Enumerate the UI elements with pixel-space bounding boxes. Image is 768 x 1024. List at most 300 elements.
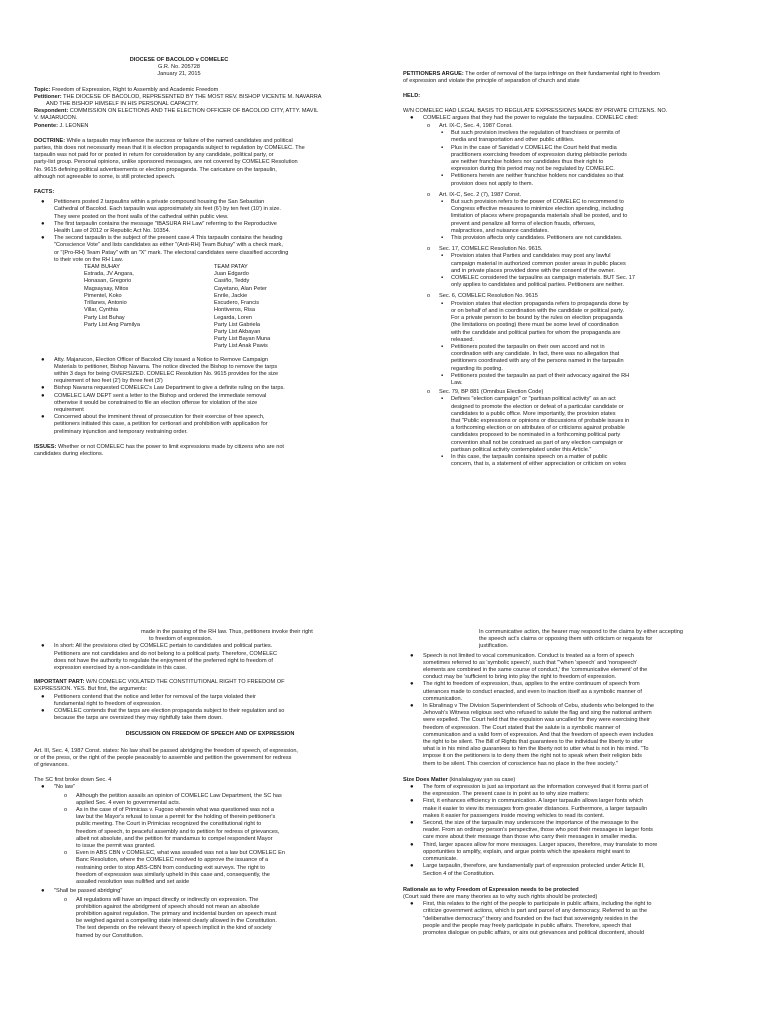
held-text: W/N COMELEC HAD LEGAL BASIS TO REGULATE EXPRESSIONS MADE BY PRIVATE CITIZENS. NO.	[403, 107, 668, 114]
facts-heading: FACTS:	[34, 189, 55, 196]
size-list	[403, 784, 747, 878]
text-line: are neither franchise holders nor candidates thus their right to	[451, 159, 604, 166]
text-line: Estrada, JV Angara,	[84, 271, 134, 278]
text-line: does not have the authority to regulate the enjoyment of the preferred right to freedom of	[54, 657, 273, 664]
list-item	[60, 850, 386, 886]
bullet-icon: o	[427, 123, 431, 130]
text-line: public meeting. The Court in Primicias recognized the constitutional right to	[76, 821, 262, 828]
text-line: to their vote on the RH Law.	[54, 256, 124, 263]
list-item	[403, 653, 747, 682]
bullet-icon: o	[427, 389, 431, 396]
text-line: and in private places provided done with the consent of the owner.	[451, 267, 615, 274]
list-item	[60, 793, 386, 807]
text-line: Cayetano, Alan Peter	[214, 285, 267, 292]
text-line: Petitioners are not candidates and do not belong to a political party. Therefore, COMELEC	[54, 650, 278, 657]
text-line: promotes dialogue on public affairs, or airs out grievances and political discontent, should	[423, 929, 644, 936]
list-item	[439, 301, 747, 344]
list-item	[34, 393, 384, 415]
text-line: although not agreeable to some, is still protected speech.	[34, 173, 176, 180]
case-header	[34, 57, 384, 79]
text-line: criticize government actions, which is part and parcel of any democracy. Referred to as the	[423, 908, 648, 915]
text-line: Petitioners posted 2 tarpaulins within a private compound housing the San Sebastian	[54, 199, 265, 206]
text-line: The second tarpaulin is the subject of the present case.4 This tarpaulin contains the heading	[54, 235, 283, 242]
bullet-icon: ●	[41, 385, 45, 392]
list-item	[439, 253, 747, 275]
list-item	[34, 708, 386, 722]
text-line: The test depends on the relevant theory of speech implicit in the kind of society	[76, 925, 272, 932]
communicative-paragraph	[403, 629, 747, 651]
petitioner-line	[34, 94, 384, 101]
text-line: convention shall not be construed as part of any election campaign or	[451, 439, 623, 446]
text-line: For a private person to be bound by the rules on election propaganda	[451, 315, 623, 322]
size-heading	[403, 777, 747, 784]
bullet-icon: ▪	[441, 372, 444, 379]
text-line: or on behalf of and in coordination with the candidate or political party.	[451, 307, 625, 314]
list-item	[439, 275, 747, 289]
list-item	[403, 681, 747, 703]
text-line: Concerned about the imminent threat of prosecution for their exercise of free speech,	[54, 414, 265, 421]
text-line: PETITIONERS ARGUE:	[403, 71, 464, 77]
text-line: Size Does Matter	[403, 776, 448, 783]
text-line: Even in ABS CBN v COMELEC, what was assailed was not a law but COMELEC En	[76, 850, 285, 857]
text-line: made in the passing of the RH law. Thus, petitioners invoke their right	[141, 629, 313, 635]
text-line: In this case, the tarpaulin contains speech on a matter of public	[451, 453, 608, 460]
text-line: practitioners exercising freedom of expression during plebiscite periods	[451, 151, 627, 158]
text-line: Second, the size of the tarpaulin may underscore the importance of the message to the	[423, 820, 639, 827]
text-line: party-list group. Personal opinions, unlike sponsored messages, are not covered by COMELEC Resolution	[34, 159, 298, 166]
list-item	[423, 192, 747, 242]
respondent-line-2: V. MAJARUCON.	[34, 115, 78, 122]
bullet-icon: o	[427, 293, 431, 300]
bullet-icon: ●	[41, 220, 45, 227]
list-item	[403, 798, 747, 820]
bullet-icon: ●	[41, 235, 45, 242]
text-line: THE DIOCESE OF BACOLOD, REPRESENTED BY THE MOST REV. BISHOP VICENTE M. NAVARRA	[63, 93, 322, 100]
text-line: But such provision involves the regulation of franchises or permits of	[451, 130, 620, 137]
bullet-icon: ●	[41, 414, 45, 421]
text-line: Petitioners herein are neither franchise holders nor candidates so that	[451, 173, 624, 180]
text-line: regarding its posting.	[451, 365, 503, 372]
sub-list	[54, 793, 386, 887]
text-line: partisan political activity contemplated under this Article."	[451, 446, 592, 453]
text-line: to issue the permit was granted.	[76, 843, 156, 850]
text-line: Juan Edgardo	[214, 271, 249, 278]
text-line: Topic:	[34, 86, 51, 93]
text-line: Art. IX-C, Sec. 4, 1987 Const.	[439, 123, 513, 130]
text-line: Provision states that Parties and candidates may post any lawful	[451, 253, 611, 260]
list-item	[439, 145, 747, 174]
text-line: requirement of two feet (2') by three feet (3')	[54, 378, 163, 385]
rationale-subheading: (Court said there are many theories as to why such rights should be protected)	[403, 893, 598, 900]
text-line: campaign material in authorized common poster areas in public places	[451, 260, 626, 267]
doctrine-paragraph	[34, 138, 384, 181]
list-item	[403, 901, 747, 937]
right-column-bottom	[403, 629, 747, 937]
text-line: Petitioners posted the tarpaulin on their own accord and not in	[451, 343, 605, 350]
list-item	[423, 293, 747, 387]
text-line: of expression and violate the principle of separation of church and state	[403, 78, 580, 85]
text-line: designed to promote the election or defeat of a particular candidate or	[451, 403, 624, 410]
text-line: freedom of expression. The Court stated that the salute is a symbolic manner of	[423, 724, 621, 731]
bullet-icon: ●	[410, 703, 414, 710]
text-line: with the candidate and political parties for whom the propaganda are	[451, 329, 621, 336]
text-line: In Ebralinag v The Division Superintendent of Schools of Cebu, students who belonged to the	[423, 703, 654, 710]
bullet-icon: ●	[410, 901, 414, 908]
text-line: Jehovah's Witness religious sect who refused to salute the flag and sing the national anthem	[423, 710, 652, 717]
text-line: communication and a valid form of expression. And that the freedom of speech even includes	[423, 731, 654, 738]
team-buhay-column	[84, 264, 214, 350]
text-line: malpractices, and nuisance candidates.	[451, 227, 549, 234]
text-line: because the tarps are oversized they may rightfully take them down.	[54, 715, 223, 722]
text-line: IMPORTANT PART:	[34, 679, 85, 686]
text-line: preliminary injunction and temporary restraining order.	[54, 428, 188, 435]
text-line: Petitioners posted the tarpaulin as part of their advocacy against the RH	[451, 372, 630, 379]
text-line: Congress effective measures to minimize election spending, including	[451, 206, 624, 213]
left-column-bottom	[34, 629, 386, 940]
list-item	[403, 820, 747, 842]
text-line: reader. From an ordinary person's perspective, those who post their messages in larger fonts	[423, 827, 653, 834]
text-line: Bishop Navarra requested COMELEC's Law Department to give a definite ruling on the tarps.	[54, 385, 285, 392]
text-line: freedom of speech, to peaceful assembly and to petition for redress of grievances,	[76, 828, 280, 835]
text-line: But such provision refers to the power of COMELEC to recommend to	[451, 199, 624, 206]
continued-text	[34, 629, 386, 643]
text-line: Magsaysay, Mitos	[84, 285, 129, 292]
text-line: While a tarpaulin may influence the success or failure of the named candidates and political	[66, 137, 293, 144]
held-heading: HELD:	[403, 93, 421, 100]
text-line: (the limitations on posting) there must be some level of coordination	[451, 322, 619, 329]
art3-paragraph	[34, 748, 386, 770]
text-line: petitioners coordinated with any of the persons named in the tarpaulin	[451, 358, 624, 365]
text-line: Sec. 6, COMELEC Resolution No. 9615	[439, 293, 538, 300]
text-line: parties, this does not necessarily mean that it is election propaganda subject to regulation by COMELEC. The	[34, 145, 305, 152]
text-line: J. LEONEN	[59, 122, 89, 129]
text-line: Hontiveros, Risa	[214, 307, 256, 314]
text-line: people and the people may freely participate in public affairs. Therefore, speech that	[423, 922, 632, 929]
text-line: conduct may be 'sufficient to bring into play the right to freedom of expression.	[423, 674, 617, 681]
text-line: Honasan, Gregorio	[84, 278, 132, 285]
sub-list	[439, 130, 747, 188]
speech-list	[403, 653, 747, 768]
text-line: communicate.	[423, 856, 458, 863]
list-item	[403, 703, 747, 768]
text-line: makes it easier for passengers inside moving vehicles to read its content.	[423, 812, 605, 819]
text-line: petitioners initiated this case, a petition for certiorari and prohibition with application for	[54, 421, 268, 428]
text-line: only applies to candidates and political parties. Petitioners are neither.	[451, 282, 624, 289]
text-line: First, it enhances efficiency in communication. A larger tarpaulin allows larger fonts which	[423, 798, 644, 805]
text-line: Freedom of Expression, Right to Assembly and Academic Freedom	[51, 86, 219, 93]
bullet-icon: ●	[41, 693, 45, 700]
text-line: They were posted on the front walls of the cathedral within public view.	[54, 213, 229, 220]
text-line: concern, that is, a statement of either appreciation or criticism on votes	[451, 461, 627, 468]
text-line: Provision states that election propaganda refers to propaganda done by	[451, 300, 629, 307]
text-line: Party List Bayan Muna	[214, 336, 271, 343]
text-line: COMELEC LAW DEPT sent a letter to the Bishop and ordered the immediate removal	[54, 392, 267, 399]
facts-list	[34, 199, 384, 436]
text-line: The order of removal of the tarps infringe on their fundamental right to freedom	[465, 71, 660, 77]
bullet-icon: ●	[410, 820, 414, 827]
text-line: The first tarpaulin contains the message "IBASURA RH Law" referring to the Reproductive	[54, 220, 277, 227]
text-line: justification.	[479, 643, 509, 650]
text-line: tarpaulin was not paid for or posted in return for consideration by any candidate, political party, or	[34, 152, 274, 159]
petitioners-argue	[403, 71, 747, 85]
list-item	[34, 643, 386, 672]
bullet-icon: ●	[410, 798, 414, 805]
text-line: Section 4 of the Constitution.	[423, 870, 495, 877]
text-line: the expression. The present case is in point as to why size matters:	[423, 791, 590, 798]
team-table	[54, 264, 384, 350]
text-line: law but the Mayor's refusal to issue a permit for the holding of therein petitioner's	[76, 814, 276, 821]
sub-list	[439, 253, 747, 289]
text-line: Health Law of 2012 or Republic Act No. 10354.	[54, 228, 171, 235]
bullet-icon: ▪	[441, 235, 444, 242]
list-item	[34, 357, 384, 386]
list-item	[439, 454, 747, 468]
bullet-icon: ▪	[441, 275, 444, 282]
text-line: Whether or not COMELEC has the power to limit expressions made by citizens who are not	[57, 443, 284, 450]
text-line: provision does not apply to them.	[451, 180, 534, 187]
text-line: Pimentel, Koko	[84, 292, 122, 299]
text-line: requirement	[54, 406, 84, 413]
text-line: ISSUES:	[34, 443, 57, 450]
cited-provisions	[423, 123, 747, 468]
ponente-line	[34, 123, 384, 130]
left-column-top	[34, 57, 384, 458]
text-line: COMMISSION ON ELECTIONS AND THE ELECTION OFFICER OF BACOLOD CITY, ATTY. MAVIL	[69, 108, 319, 115]
important-part	[34, 679, 386, 693]
arguments-list	[34, 694, 386, 723]
text-line: "Conscience Vote" and lists candidates as either "(Anti-RH) Team Buhay" with a check mark,	[54, 242, 283, 249]
text-line: framed by our Constitution.	[76, 932, 144, 939]
text-line: The right to freedom of expression, thus, applies to the entire continuum of speech from	[423, 681, 640, 688]
text-line: prevent and penalize all forms of election frauds, offenses,	[451, 220, 596, 227]
text-line: Speech is not limited to vocal communication. Conduct is treated as a form of speech	[423, 652, 634, 659]
text-line: TEAM PATAY	[214, 264, 248, 271]
list-item	[34, 784, 386, 886]
sub-list	[439, 199, 747, 242]
text-line: All regulations will have an impact directly or indirectly on expression. The	[76, 896, 259, 903]
list-item	[34, 235, 384, 356]
text-line: Legarda, Loren	[214, 314, 252, 321]
list-item	[34, 888, 386, 939]
text-line: Party List Anak Pawis	[214, 343, 268, 350]
bullet-icon: ▪	[441, 396, 444, 403]
list-item	[439, 130, 747, 144]
text-line: Villar, Cynthia	[84, 307, 119, 314]
text-line: Party List Gabriela	[214, 321, 261, 328]
text-line: fundamental right to freedom of expression.	[54, 700, 162, 707]
text-line: Ponente:	[34, 122, 58, 129]
list-item	[403, 115, 747, 469]
text-line: Although the petition assails an opinion of COMELEC Law Department, the SC has	[76, 792, 282, 799]
text-line: applied Sec. 4 even to governmental acts.	[76, 799, 181, 806]
bullet-icon: ●	[41, 888, 45, 895]
text-line: within 3 days for being OVERSIZED. COMELEC Resolution No. 9615 provides for the size	[54, 370, 279, 377]
bullet-icon: ●	[41, 643, 45, 650]
sub-list	[54, 897, 386, 940]
list-item	[403, 784, 747, 798]
text-line: Party List Akbayan	[214, 328, 261, 335]
bullet-icon: ▪	[441, 173, 444, 180]
text-line: candidates to a public office. More importantly, the provision states	[451, 410, 616, 417]
bullet-icon: ●	[410, 784, 414, 791]
text-line: TEAM BUHAY	[84, 264, 120, 271]
text-line: Third, larger spaces allow for more messages. Larger spaces, therefore, may translate to more	[423, 841, 658, 848]
list-item	[403, 842, 747, 864]
text-line: Art. IX-C, Sec. 2 (7), 1987 Const.	[439, 191, 522, 198]
list-item	[423, 389, 747, 468]
text-line: W/N COMELEC VIOLATED THE CONSTITUTIONAL RIGHT TO FREEDOM OF	[86, 679, 285, 686]
text-line: Enrile, Jackie	[214, 292, 248, 299]
text-line: "No law"	[54, 784, 76, 791]
text-line: YES. But first, the arguments:	[73, 686, 148, 693]
text-line: or "(Pro-RH) Team Patay" with an "X" mark. The electoral candidates were classified according	[54, 249, 289, 256]
text-line: COMELEC considered the tarpaulins as campaign materials. BUT Sec. 17	[451, 275, 635, 282]
list-item	[439, 344, 747, 373]
sc-breakdown: The SC first broke down Sec. 4	[34, 777, 112, 784]
bullet-icon: o	[427, 246, 431, 253]
bullet-icon: o	[64, 850, 68, 857]
text-line: assailed resolution was nullified and set aside	[76, 879, 190, 886]
text-line: COMELEC contends that the tarps are election propaganda subject to their regulation and so	[54, 708, 285, 715]
bullet-icon: ▪	[441, 130, 444, 137]
text-line: DOCTRINE:	[34, 137, 66, 144]
text-line: (kinalalagyay yan sa case)	[449, 776, 516, 783]
text-line: prohibition against regulation. The primary and incidental burden on speech must	[76, 910, 277, 917]
text-line: sometimes referred to as 'symbolic speech', such that "'when 'speech' and 'nonspeech'	[423, 659, 638, 666]
text-line: communication.	[423, 695, 463, 702]
breakdown-list	[34, 784, 386, 939]
text-line: expression during this period may not be regulated by COMELEC.	[451, 166, 615, 173]
text-line: Respondent:	[34, 108, 69, 115]
short-list	[34, 643, 386, 672]
petitioner-line-2: AND THE BISHOP HIMSELF IN HIS PERSONAL CAPACITY.	[46, 101, 199, 108]
text-line: Sec. 17, COMELEC Resolution No. 9615.	[439, 246, 543, 253]
text-line: Defines "election campaign" or "partisan political activity" as an act	[451, 396, 616, 403]
text-line: utterances made to conduct enacted, and even to inaction itself as a symbolic manner of	[423, 688, 642, 695]
text-line: Casiño, Teddy	[214, 278, 250, 285]
list-item	[439, 199, 747, 235]
text-line: Sec. 79, BP 881 (Omnibus Election Code)	[439, 389, 544, 396]
text-line: "deliberative democracy" theory and founded on the fact that sovereignty resides in the	[423, 915, 638, 922]
text-line: First, this relates to the right of the people to participate in public affairs, including the right to	[423, 901, 652, 908]
text-line: This provision affects only candidates. Petitioners are not candidates.	[451, 235, 623, 242]
rationale-heading: Rationale as to why Freedom of Expression needs to be protected	[403, 886, 579, 893]
bullet-icon: ●	[410, 863, 414, 870]
bullet-icon: ▪	[441, 300, 444, 307]
text-line: Plus in the case of Sanidad v COMELEC the Court held that media	[451, 144, 617, 151]
text-line: to freedom of expression.	[149, 636, 213, 643]
text-line: candidates during elections.	[34, 450, 104, 457]
bullet-icon: ●	[410, 114, 414, 121]
text-line: EXPRESSION.	[34, 686, 72, 693]
text-line: The form of expression is just as important as the information conveyed that it forms part of	[423, 784, 649, 791]
text-line: Materials to petitioner, Bishop Navarra. The notice directed the Bishop to remove the tarps	[54, 363, 278, 370]
text-line: Atty. Majarucon, Election Officer of Bacolod City issued a Notice to Remove Campaign	[54, 356, 269, 363]
bullet-icon: o	[64, 896, 68, 903]
text-line: a forthcoming election or on attributes of or criticisms against probable	[451, 425, 625, 432]
list-item	[60, 897, 386, 940]
text-line: impose it on the petitioners is to deny them the right not to speak when their religion bids	[423, 753, 642, 760]
text-line: of grievances.	[34, 762, 69, 769]
text-line: Cathedral of Bacolod. Each tarpaulin was approximately six feet (6') by ten feet (10') in size.	[54, 206, 281, 213]
text-line: otherwise it would be constrained to file an election offense for violation of the size	[54, 399, 258, 406]
bullet-icon: ●	[410, 841, 414, 848]
bullet-icon: ▪	[441, 253, 444, 260]
text-line: Escudero, Francis	[214, 300, 260, 307]
text-line: freedom of expression was similarly upheld in this case and, consequently, the	[76, 871, 270, 878]
text-line: make it easier to view its messages from greater distances. Furthermore, a larger tarpaulin	[423, 805, 648, 812]
text-line: Law.	[451, 379, 463, 386]
discussion-heading: DISCUSSION ON FREEDOM OF SPEECH AND OF EXPRESSION	[125, 731, 295, 738]
text-line: In communicative action, the hearer may respond to the claims by either accepting	[479, 629, 683, 635]
text-line: Petitioners contend that the notice and letter for removal of the tarps violated their	[54, 693, 256, 700]
text-line: Trillanes, Antonio	[84, 300, 127, 307]
list-item	[34, 199, 384, 221]
text-line: "Shall be passed abridging"	[54, 888, 123, 895]
bullet-icon: ●	[41, 199, 45, 206]
case-gr-number: G.R. No. 205728	[158, 64, 200, 71]
text-line: candidates proposed to be nominated in a forthcoming political party	[451, 432, 621, 439]
bullet-icon: ●	[41, 784, 45, 791]
team-patay-column	[214, 264, 344, 350]
text-line: expression exercised by a non-candidate in this case.	[54, 665, 187, 672]
bullet-icon: ▪	[441, 343, 444, 350]
text-line: media and transportation and other public utilities.	[451, 137, 575, 144]
list-item	[34, 694, 386, 708]
bullet-icon: ●	[41, 708, 45, 715]
text-line: Party List Ang Pamilya	[84, 321, 140, 328]
text-line: As in the case of of Primicias v. Fugoso wherein what was questioned was not a	[76, 807, 274, 814]
list-item	[60, 807, 386, 850]
respondent-line	[34, 108, 384, 115]
text-line: elements are combined in the same course of conduct,' the 'communicative element' of the	[423, 667, 648, 674]
case-date: January 21, 2015	[157, 71, 201, 78]
text-line: In short: All the provisions cited by COMELEC pertain to candidates and political parties.	[54, 643, 273, 650]
list-item	[423, 246, 747, 289]
bullet-icon: ●	[410, 652, 414, 659]
text-line: restraining order to stop ABS-CBN from conducting exit surveys. The right to	[76, 864, 265, 871]
sub-list	[439, 396, 747, 468]
bullet-icon: o	[64, 792, 68, 799]
list-item	[439, 396, 747, 454]
text-line: opportunities to amplify, explain, and argue points which the speakers might want to	[423, 848, 630, 855]
text-line: that "Public expressions or opinions or discussions of probable issues in	[451, 417, 630, 424]
bullet-icon: o	[427, 191, 431, 198]
rationale-list	[403, 901, 747, 937]
case-title: DIOCESE OF BACOLOD v COMELEC	[129, 57, 229, 63]
text-line: Banc Resolution, where the COMELEC resolved to approve the issuance of a	[76, 857, 269, 864]
sub-list	[439, 301, 747, 387]
bullet-icon: o	[64, 807, 68, 814]
list-item	[439, 173, 747, 187]
topic-line	[34, 87, 384, 94]
text-line: the right to be silent. The Bill of Rights that guarantees to the individual the liberty to utter	[423, 739, 643, 746]
text-line: coordination with any candidate. In fact, there was no allegation that	[451, 351, 620, 358]
text-line: Petitioner:	[34, 93, 62, 100]
bullet-icon: ●	[410, 681, 414, 688]
text-line: COMELEC argues that they had the power to regulate the tarpaulins. COMELEC cited:	[423, 114, 639, 121]
text-line: Large tarpaulin, therefore, are fundamentally part of expression protected under Article III,	[423, 863, 645, 870]
text-line: care more about their message than those who carry their messages in smaller media.	[423, 834, 638, 841]
list-item	[439, 235, 747, 242]
list-item	[403, 863, 747, 877]
text-line: be weighed against a compelling state interest clearly allowed in the Constitution.	[76, 918, 277, 925]
list-item	[439, 373, 747, 387]
list-item	[423, 123, 747, 188]
bullet-icon: ▪	[441, 144, 444, 151]
text-line: released.	[451, 336, 475, 343]
text-line: No. 9615 defining political advertisements or election propaganda. The caricature on the tarpaulin,	[34, 166, 277, 173]
